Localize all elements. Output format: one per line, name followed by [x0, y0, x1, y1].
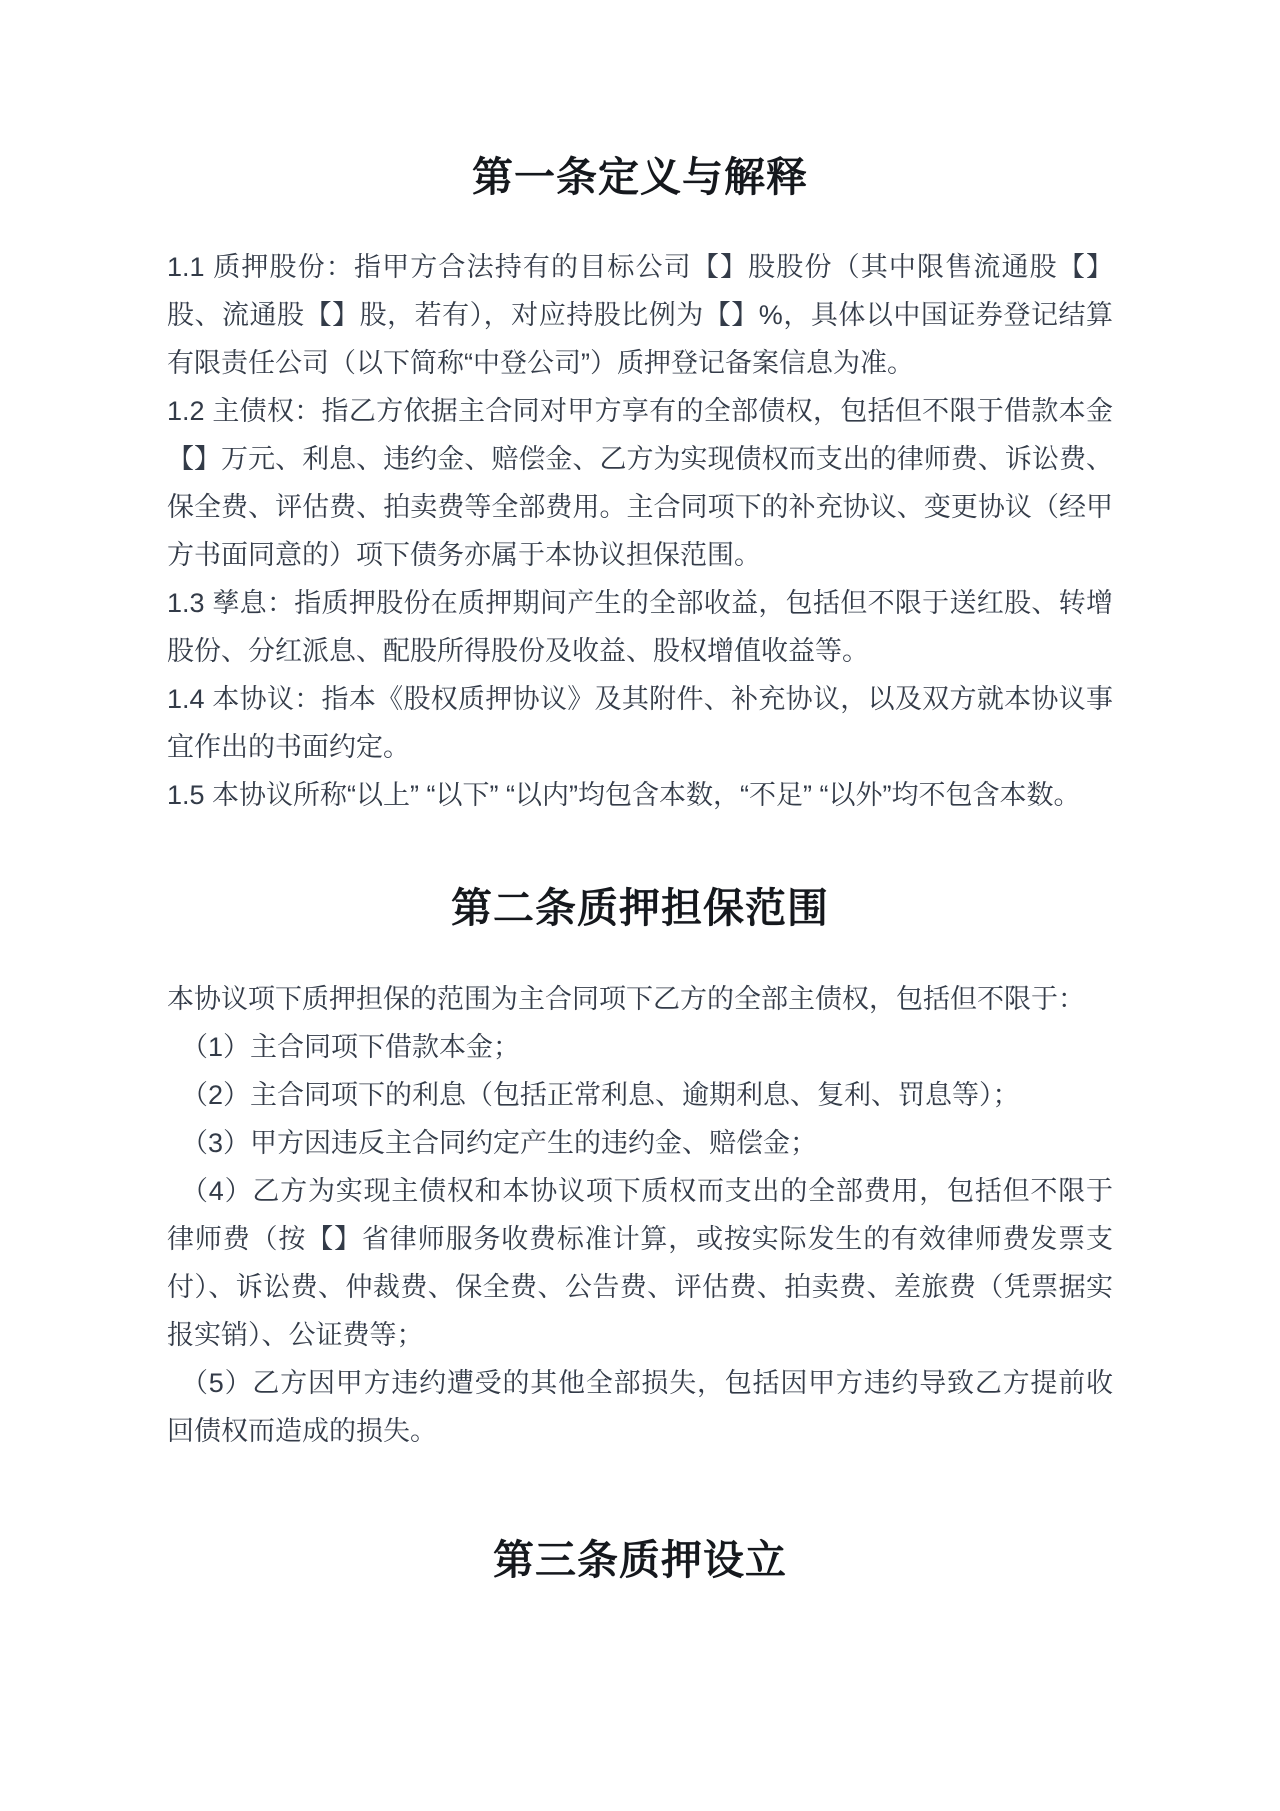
clause-1-4: 1.4 本协议：指本《股权质押协议》及其附件、补充协议，以及双方就本协议事宜作出的书面约定。 — [167, 684, 1113, 763]
clause-1-2: 1.2 主债权：指乙方依据主合同对甲方享有的全部债权，包括但不限于借款本金【】万元、利息、违约金、赔偿金、乙方为实现债权而支出的律师费、诉讼费、保全费、评估费、拍卖费等全部费用。主合同项下的补充协议、变更协议（经甲方书面同意的）项下债务亦属于本协议担保范围。 — [167, 396, 1113, 571]
clause-1-3: 1.3 孳息：指质押股份在质押期间产生的全部收益，包括但不限于送红股、转增股份、分红派息、配股所得股份及收益、股权增值收益等。 — [167, 588, 1113, 667]
article-2-heading: 第二条质押担保范围 — [451, 885, 829, 932]
clause-2-item-3: （3）甲方因违反主合同约定产生的违约金、赔偿金； — [181, 1127, 818, 1158]
clause-1-1: 1.1 质押股份：指甲方合法持有的目标公司【】股股份（其中限售流通股【】股、流通股【】股，若有），对应持股比例为【】%，具体以中国证券登记结算有限责任公司（以下简称“中登公司”）质押登记备案信息为准。 — [167, 252, 1113, 379]
clause-2-item-4: （4）乙方为实现主债权和本协议项下质权而支出的全部费用，包括但不限于律师费（按【】省律师服务收费标准计算，或按实际发生的有效律师费发票支付）、诉讼费、仲裁费、保全费、公告费、评估费、拍卖费、差旅费（凭票据实报实销）、公证费等； — [167, 1175, 1113, 1350]
clause-1-5: 1.5 本协议所称“以上” “以下” “以内”均包含本数，“不足” “以外”均不包含本数。 — [167, 780, 1081, 811]
clause-2-item-1: （1）主合同项下借款本金； — [181, 1031, 521, 1062]
article-3-heading: 第三条质押设立 — [493, 1536, 787, 1583]
clause-2-item-5: （5）乙方因甲方违约遭受的其他全部损失，包括因甲方违约导致乙方提前收回债权而造成的损失。 — [167, 1367, 1113, 1446]
clause-2-item-2: （2）主合同项下的利息（包括正常利息、逾期利息、复利、罚息等）； — [181, 1079, 1020, 1110]
clause-2-intro: 本协议项下质押担保的范围为主合同项下乙方的全部主债权，包括但不限于： — [167, 983, 1085, 1014]
article-1-heading: 第一条定义与解释 — [472, 154, 808, 200]
